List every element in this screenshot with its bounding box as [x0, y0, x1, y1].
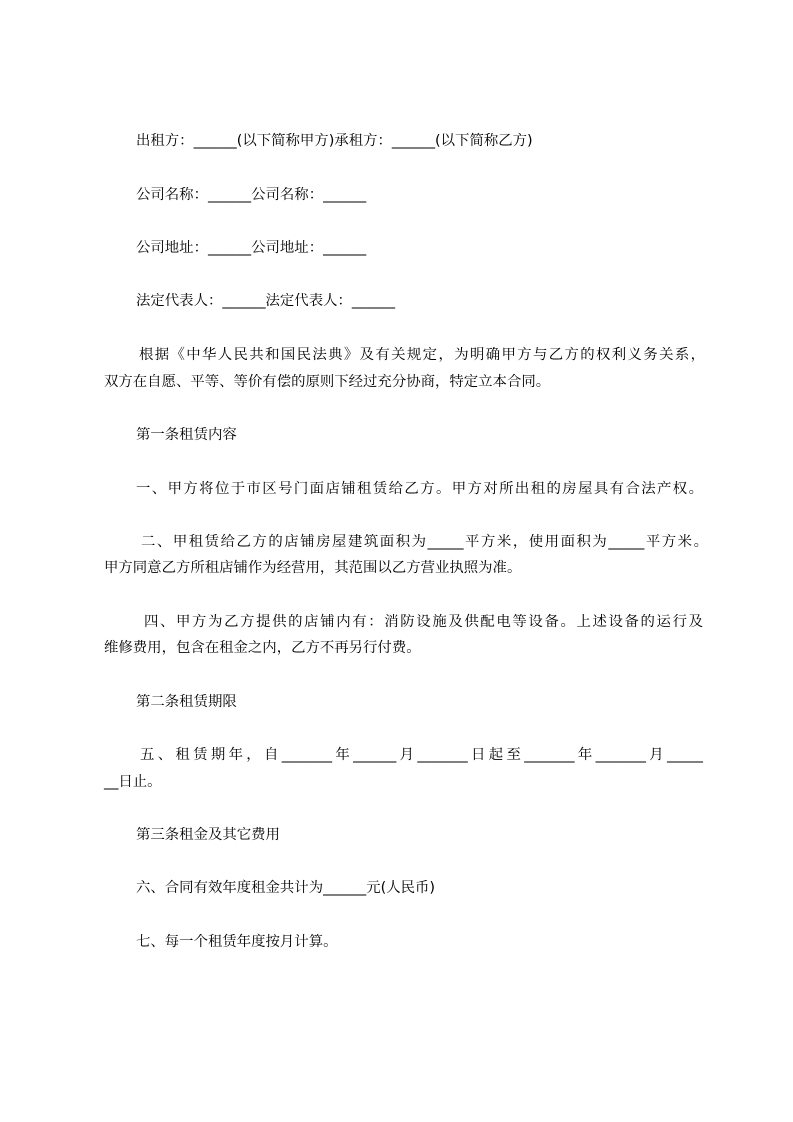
article-1-heading: 第一条租赁内容 [136, 427, 237, 443]
clause-1: 一、甲方将位于市区号门面店铺租赁给乙方。甲方对所出租的房屋具有合法产权。 [136, 481, 703, 497]
article-3-heading: 第三条租金及其它费用 [136, 827, 280, 843]
lessor-lessee-line: 出租方：______(以下简称甲方)承租方：______(以下简称乙方) [136, 133, 533, 149]
article-2-heading: 第二条租赁期限 [136, 694, 237, 710]
preamble-line-2: 双方在自愿、平等、等价有偿的原则下经过充分协商，特定立本合同。 [104, 374, 551, 390]
clause-5-line-1: 五、租赁期年，自_______年______月_______日起至_______年_______月_____ [140, 747, 703, 763]
clause-4-line-2: 维修费用，包含在租金之内，乙方不再另行付费。 [104, 640, 421, 656]
company-address-line: 公司地址：______公司地址：______ [136, 240, 367, 256]
clause-6: 六、合同有效年度租金共计为______元(人民币) [136, 880, 436, 896]
clause-4-line-1: 四、甲方为乙方提供的店铺内有：消防设施及供配电等设备。上述设备的运行及 [144, 614, 703, 630]
legal-representative-line: 法定代表人：______法定代表人：______ [136, 293, 396, 309]
company-name-line: 公司名称：______公司名称：______ [136, 187, 367, 203]
clause-2-line-1: 二、甲租赁给乙方的店铺房屋建筑面积为_____平方米，使用面积为_____平方米。 [141, 534, 708, 550]
clause-7: 七、每一个租赁年度按月计算。 [136, 934, 338, 950]
clause-2-line-2: 甲方同意乙方所租店铺作为经营用，其范围以乙方营业执照为准。 [104, 560, 522, 576]
clause-5-line-2: __日止。 [104, 774, 162, 790]
preamble-line-1: 根据《中华人民共和国民法典》及有关规定，为明确甲方与乙方的权利义务关系， [139, 347, 705, 363]
